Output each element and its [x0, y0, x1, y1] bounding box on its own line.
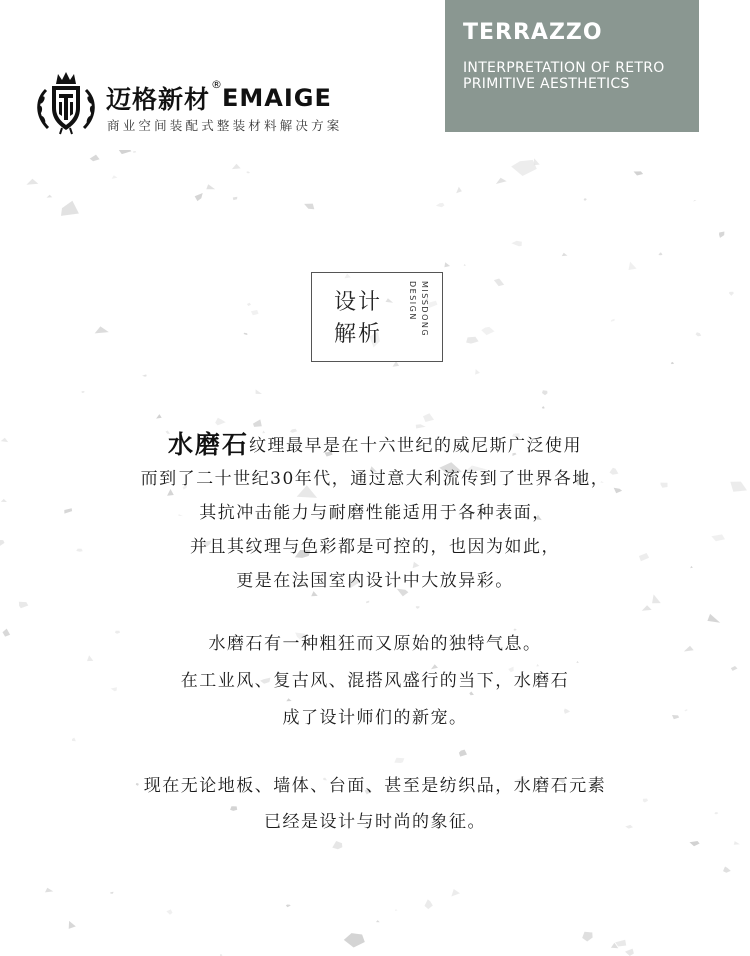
terrazzo-chip — [395, 909, 398, 911]
terrazzo-chip — [615, 940, 626, 947]
terrazzo-chip — [511, 160, 537, 176]
brand-tagline: 商业空间装配式整装材料解决方案 — [107, 118, 343, 133]
paragraph-line — [0, 428, 750, 462]
terrazzo-chip — [246, 171, 250, 173]
brand-logo — [32, 70, 372, 136]
section-heading-box — [311, 272, 443, 362]
terrazzo-title: TERRAZZO — [463, 20, 603, 45]
terrazzo-chip — [220, 954, 223, 956]
terrazzo-chip — [133, 151, 137, 153]
vertical-label-design: DESIGN — [408, 281, 417, 321]
terrazzo-chip — [456, 187, 462, 194]
terrazzo-chip — [156, 414, 162, 419]
terrazzo-chip — [629, 262, 637, 270]
terrazzo-chip — [142, 374, 147, 376]
terrazzo-chip — [444, 262, 450, 267]
section-title-line: 解析 — [334, 322, 383, 347]
terrazzo-chip — [466, 337, 479, 344]
terrazzo-chip — [394, 758, 404, 763]
terrazzo-chip — [304, 204, 314, 210]
terrazzo-chip — [562, 253, 568, 256]
terrazzo-chip — [95, 326, 109, 333]
terrazzo-chip — [719, 232, 724, 238]
terrazzo-chip — [47, 195, 53, 198]
terrazzo-chip — [707, 614, 720, 623]
terrazzo-chip — [451, 889, 460, 897]
section-title — [334, 287, 394, 351]
terrazzo-chip — [215, 418, 226, 426]
paragraph-text: 纹理最早是在十六世纪的威尼斯广泛使用 — [249, 436, 582, 456]
terrazzo-subtitle-line: INTERPRETATION OF RETRO — [463, 60, 665, 76]
terrazzo-chip — [286, 905, 291, 908]
terrazzo-chip — [90, 155, 100, 162]
terrazzo-chip — [112, 175, 118, 179]
terrazzo-chip — [366, 601, 369, 604]
terrazzo-chip — [416, 606, 420, 609]
terrazzo-chip — [542, 406, 545, 409]
terrazzo-chip — [542, 390, 548, 395]
brand-name — [106, 80, 332, 116]
terrazzo-chip — [475, 369, 480, 375]
terrazzo-chip — [511, 241, 522, 247]
terrazzo-chip — [634, 171, 644, 175]
terrazzo-chip — [19, 602, 28, 609]
terrazzo-chip — [459, 750, 467, 757]
terrazzo-chip — [423, 413, 434, 422]
paragraph-line: 并且其纹理与色彩都是可控的，也因为如此， — [190, 537, 560, 557]
paragraph-line: 水磨石有一种粗狂而又原始的独特气息。 — [208, 634, 542, 654]
terrazzo-chip — [642, 605, 652, 611]
terrazzo-chip — [232, 164, 241, 169]
terrazzo-chip — [117, 150, 131, 154]
terrazzo-chip — [256, 389, 262, 394]
terrazzo-chip — [247, 303, 251, 306]
brand-name-en: EMAIGE — [222, 84, 332, 112]
terrazzo-chip — [496, 178, 507, 184]
paragraph-history — [0, 428, 750, 598]
terrazzo-chip — [671, 362, 674, 364]
terrazzo-chip — [690, 841, 700, 846]
paragraph-line: 现在无论地板、墙体、台面、甚至是纺织品，水磨石元素 — [143, 776, 607, 796]
terrazzo-chip — [344, 933, 365, 947]
terrazzo-chip — [584, 198, 587, 201]
terrazzo-chip — [253, 419, 262, 427]
terrazzo-chip — [110, 892, 114, 894]
terrazzo-chip — [233, 197, 238, 200]
crest-icon — [32, 70, 100, 136]
vertical-label-missdong: MISSDONG — [420, 281, 429, 338]
terrazzo-chip — [61, 201, 79, 216]
section-title-line: 设计 — [334, 290, 383, 315]
brand-name-cn: 迈格新材 — [106, 85, 211, 114]
terrazzo-chip — [45, 888, 53, 893]
paragraph-style — [0, 626, 750, 737]
terrazzo-chip — [729, 292, 734, 296]
terrazzo-chip — [696, 332, 702, 336]
lead-word: 水磨石 — [167, 430, 249, 459]
terrazzo-chip — [494, 279, 504, 287]
paragraph-line: 其抗冲击能力与耐磨性能适用于各种表面， — [199, 503, 551, 523]
terrazzo-chip — [26, 179, 38, 185]
terrazzo-chip — [658, 253, 662, 256]
terrazzo-chip — [734, 841, 740, 845]
terrazzo-chip — [464, 264, 466, 266]
paragraph-line: 更是在法国室内设计中大放异彩。 — [236, 571, 514, 591]
paragraph-line: 而到了二十世纪30年代，通过意大利流传到了世界各地， — [140, 469, 610, 489]
paragraph-line: 已经是设计与时尚的象征。 — [264, 812, 486, 832]
registered-mark: ® — [211, 78, 223, 91]
terrazzo-chip — [376, 920, 380, 922]
terrazzo-chip — [625, 949, 634, 956]
terrazzo-chip — [436, 203, 445, 207]
terrazzo-chip — [582, 932, 592, 942]
terrazzo-chip — [693, 200, 696, 201]
terrazzo-chip — [166, 909, 172, 914]
terrazzo-chip — [251, 310, 259, 315]
terrazzo-chip — [72, 738, 76, 742]
terrazzo-chip — [195, 193, 203, 201]
terrazzo-chip — [69, 921, 76, 929]
terrazzo-chip — [481, 327, 494, 335]
terrazzo-subtitle — [463, 60, 665, 92]
terrazzo-chip — [206, 184, 215, 189]
terrazzo-chip — [332, 841, 342, 849]
terrazzo-chip — [534, 158, 540, 165]
paragraph-line: 在工业风、复古风、混搭风盛行的当下，水磨石 — [180, 671, 570, 691]
terrazzo-chip — [611, 319, 615, 322]
terrazzo-subtitle-line: PRIMITIVE AESTHETICS — [463, 76, 630, 92]
paragraph-line: 成了设计师们的新宠。 — [282, 708, 468, 728]
paragraph-fashion — [0, 768, 750, 840]
terrazzo-chip — [81, 391, 84, 393]
terrazzo-header-panel — [445, 0, 699, 132]
terrazzo-chip — [723, 867, 731, 873]
terrazzo-chip — [425, 899, 433, 909]
terrazzo-chip — [244, 333, 248, 335]
